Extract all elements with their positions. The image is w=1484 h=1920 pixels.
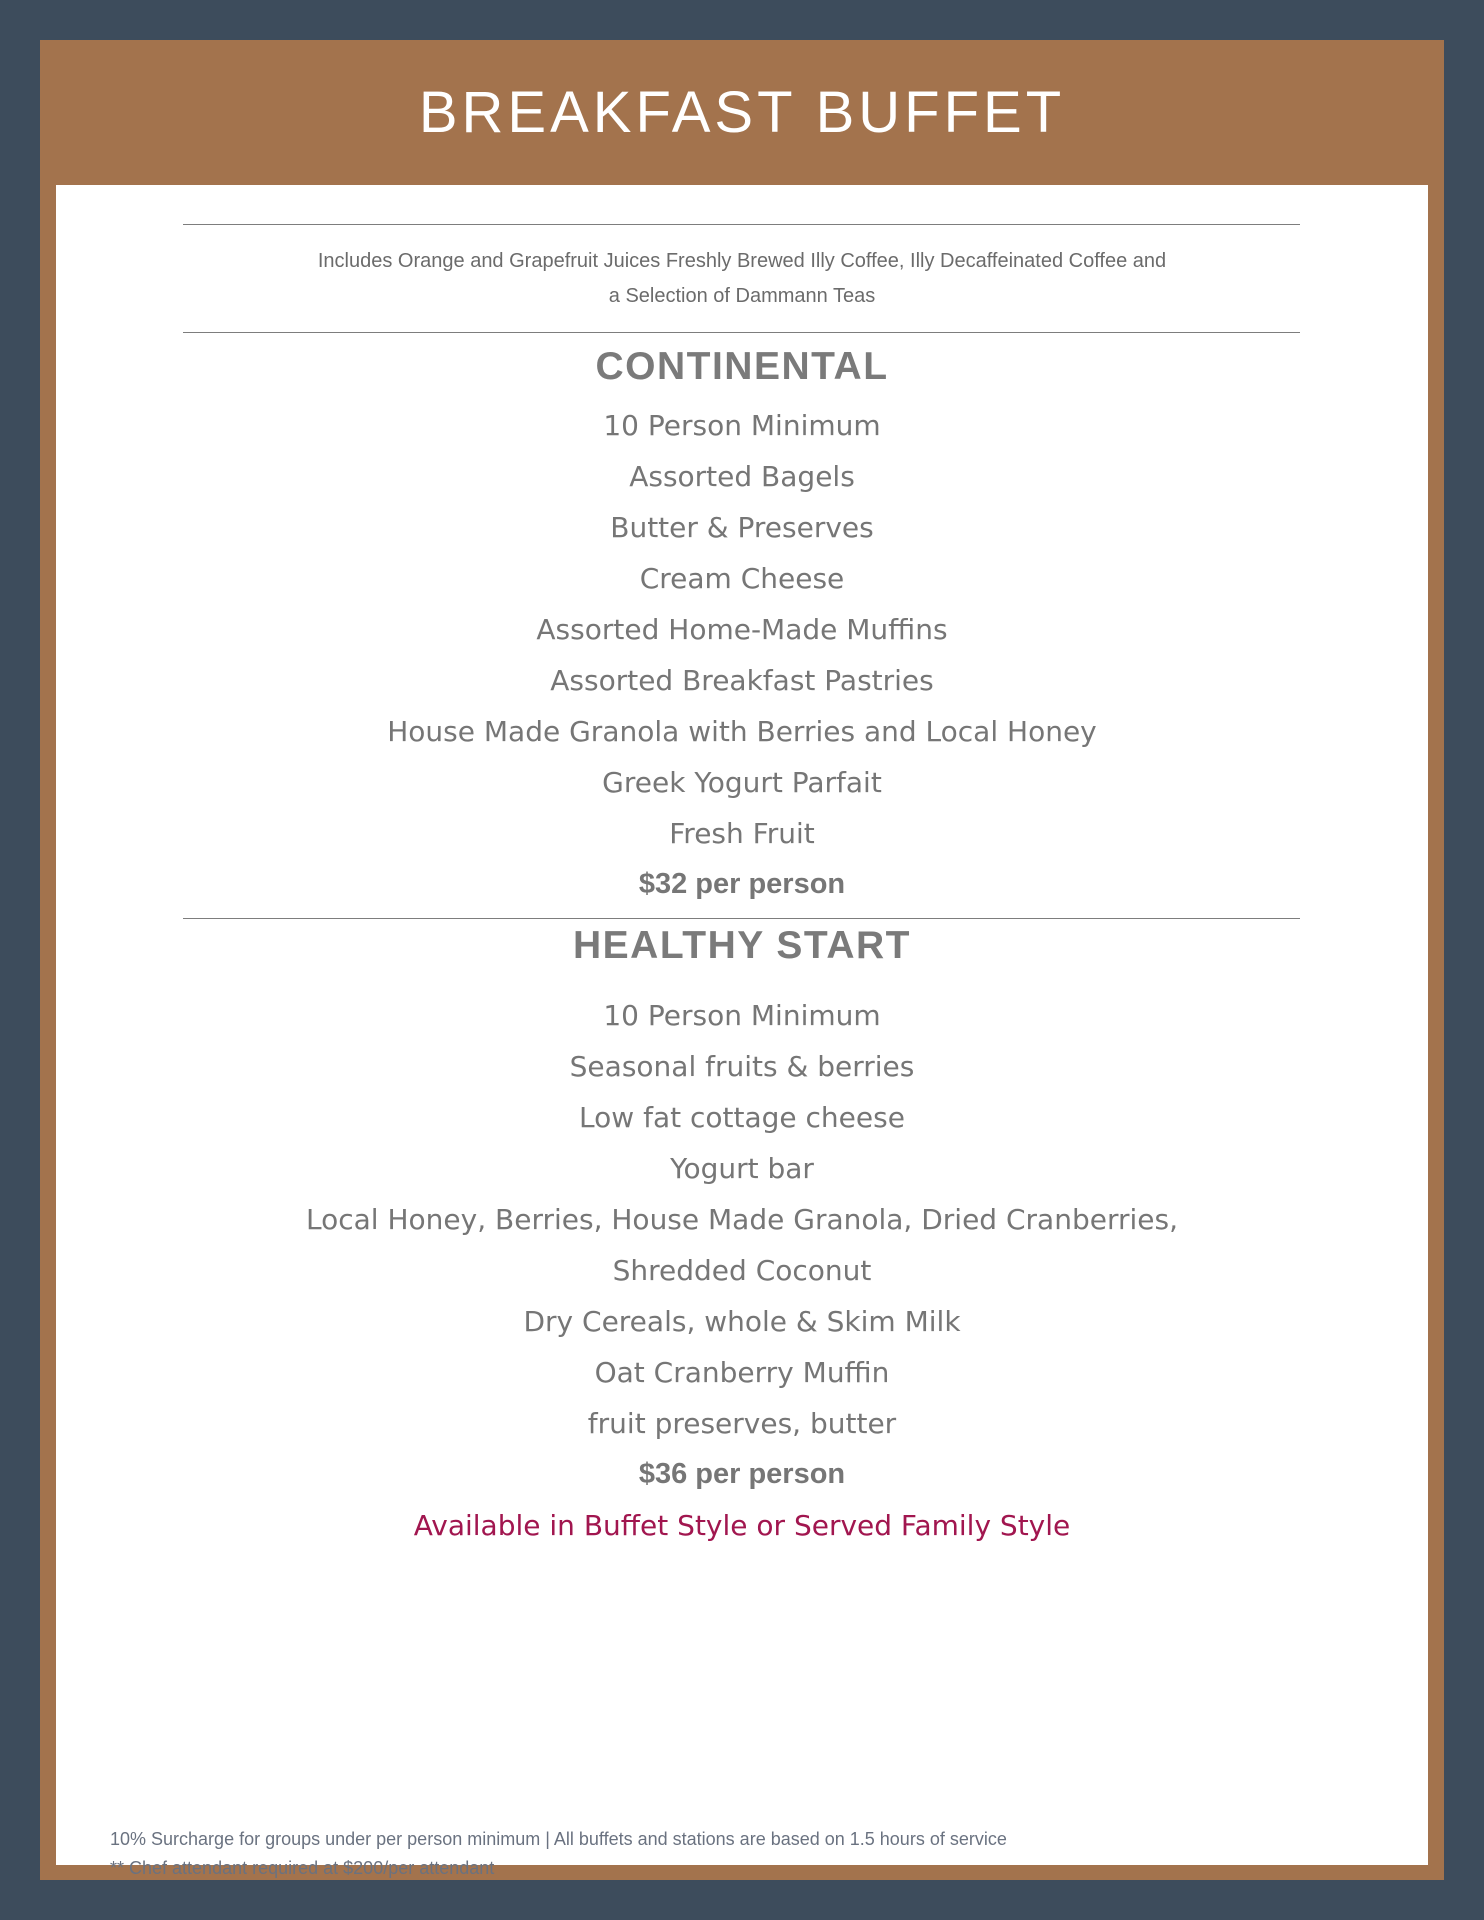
footer-chef-note: ** Chef attendant required at $200/per attendant <box>110 1858 495 1878</box>
list-item: Dry Cereals, whole & Skim Milk <box>523 1305 961 1338</box>
list-item: Assorted Bagels <box>629 460 855 493</box>
includes-line-2: a Selection of Dammann Teas <box>608 285 876 307</box>
includes-note <box>56 244 1428 314</box>
list-item: Seasonal fruits & berries <box>569 1050 915 1083</box>
footer-notes <box>110 1825 1007 1883</box>
list-item: Greek Yogurt Parfait <box>602 766 882 799</box>
list-item: Local Honey, Berries, House Made Granola, Dried Cranberries, <box>306 1203 1178 1236</box>
price-continental: $32 per person <box>638 868 846 900</box>
list-item: Shredded Coconut <box>612 1254 872 1287</box>
list-item: Oat Cranberry Muffin <box>594 1356 890 1389</box>
section-title-continental: CONTINENTAL <box>595 345 889 388</box>
page-title: BREAKFAST BUFFET <box>418 80 1066 145</box>
includes-line-1: Includes Orange and Grapefruit Juices Freshly Brewed Illy Coffee, Illy Decaffeinated Coffee and <box>317 250 1167 272</box>
continental-items <box>56 400 1428 910</box>
list-item: 10 Person Minimum <box>603 409 881 442</box>
divider-top <box>183 224 1300 225</box>
list-item: Yogurt bar <box>670 1152 814 1185</box>
section-title-healthy-start: HEALTHY START <box>573 924 911 967</box>
list-item: Assorted Breakfast Pastries <box>550 664 934 697</box>
list-item: Butter & Preserves <box>610 511 874 544</box>
list-item: 10 Person Minimum <box>603 999 881 1032</box>
menu-paper <box>56 185 1428 1878</box>
list-item: Low fat cottage cheese <box>579 1101 905 1134</box>
menu-frame <box>40 40 1444 1880</box>
list-item: Fresh Fruit <box>669 817 815 850</box>
divider-continental <box>183 918 1300 919</box>
healthy-start-items <box>56 990 1428 1551</box>
list-item: fruit preserves, butter <box>587 1407 897 1440</box>
list-item: House Made Granola with Berries and Local Honey <box>387 715 1097 748</box>
list-item: Assorted Home-Made Muffins <box>536 613 948 646</box>
availability-note: Available in Buffet Style or Served Family Style <box>413 1509 1071 1542</box>
list-item: Cream Cheese <box>639 562 845 595</box>
footer-surcharge-note: 10% Surcharge for groups under per person minimum | All buffets and stations are based on 1.5 hours of service <box>110 1829 1007 1849</box>
divider-includes <box>183 332 1300 333</box>
price-healthy-start: $36 per person <box>638 1458 846 1490</box>
